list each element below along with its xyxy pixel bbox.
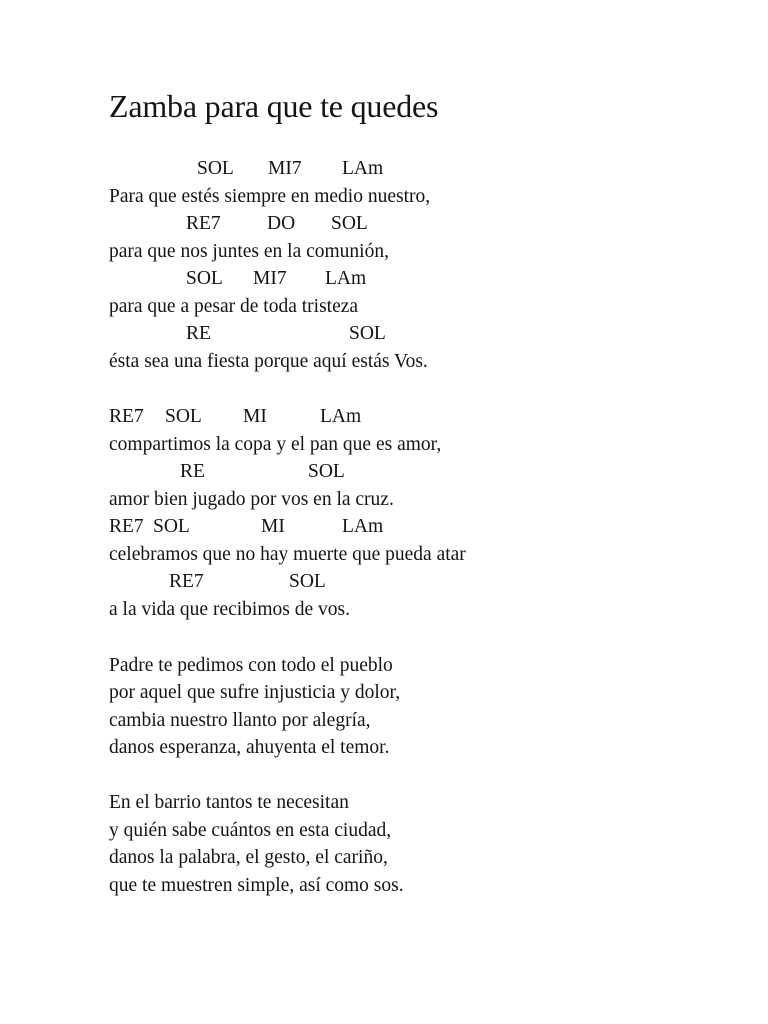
lyric-line: danos esperanza, ahuyenta el temor. (109, 737, 390, 758)
lyric-line: celebramos que no hay muerte que pueda atar (109, 544, 466, 565)
chord: MI7 (268, 158, 302, 179)
chord: SOL (289, 571, 326, 592)
lyric-line: Para que estés siempre en medio nuestro, (109, 186, 431, 207)
chord: SOL (153, 516, 190, 537)
chord: LAm (325, 268, 367, 289)
lyric-line: ésta sea una fiesta porque aquí estás Vos. (109, 351, 428, 372)
chord-line (109, 403, 529, 431)
lyric-line: para que a pesar de toda tristeza (109, 296, 359, 317)
chord-line (109, 155, 529, 183)
chord: SOL (308, 461, 345, 482)
song-title: Zamba para que te quedes (109, 88, 439, 124)
chord: MI (261, 516, 285, 537)
chord: LAm (342, 158, 384, 179)
lyric-line: a la vida que recibimos de vos. (109, 599, 350, 620)
chord: DO (267, 213, 296, 234)
chord: RE7 (109, 406, 144, 427)
lyric-line: compartimos la copa y el pan que es amor, (109, 434, 442, 455)
chord: LAm (320, 406, 362, 427)
lyric-line: por aquel que sufre injusticia y dolor, (109, 682, 401, 703)
chord: SOL (165, 406, 202, 427)
chord: RE7 (109, 516, 144, 537)
chord-line (109, 210, 529, 238)
chord: LAm (342, 516, 384, 537)
lyric-line: que te muestren simple, así como sos. (109, 875, 404, 896)
chord: RE7 (186, 213, 221, 234)
chord: RE (180, 461, 205, 482)
chord-line (109, 458, 529, 486)
lyric-line: cambia nuestro llanto por alegría, (109, 710, 371, 731)
chord: SOL (197, 158, 234, 179)
chord-line (109, 320, 529, 348)
lyric-line: amor bien jugado por vos en la cruz. (109, 489, 394, 510)
chord-line (109, 265, 529, 293)
chord-line (109, 568, 529, 596)
chord: SOL (186, 268, 223, 289)
lyric-line: y quién sabe cuántos en esta ciudad, (109, 820, 392, 841)
chord: SOL (349, 323, 386, 344)
chord: RE7 (169, 571, 204, 592)
chord: MI (243, 406, 267, 427)
lyric-line: Padre te pedimos con todo el pueblo (109, 655, 393, 676)
chord: SOL (331, 213, 368, 234)
lyric-line: para que nos juntes en la comunión, (109, 241, 389, 262)
chord-line (109, 513, 529, 541)
chord: RE (186, 323, 211, 344)
lyric-line: danos la palabra, el gesto, el cariño, (109, 847, 388, 868)
chord: MI7 (253, 268, 287, 289)
lyric-line: En el barrio tantos te necesitan (109, 792, 349, 813)
